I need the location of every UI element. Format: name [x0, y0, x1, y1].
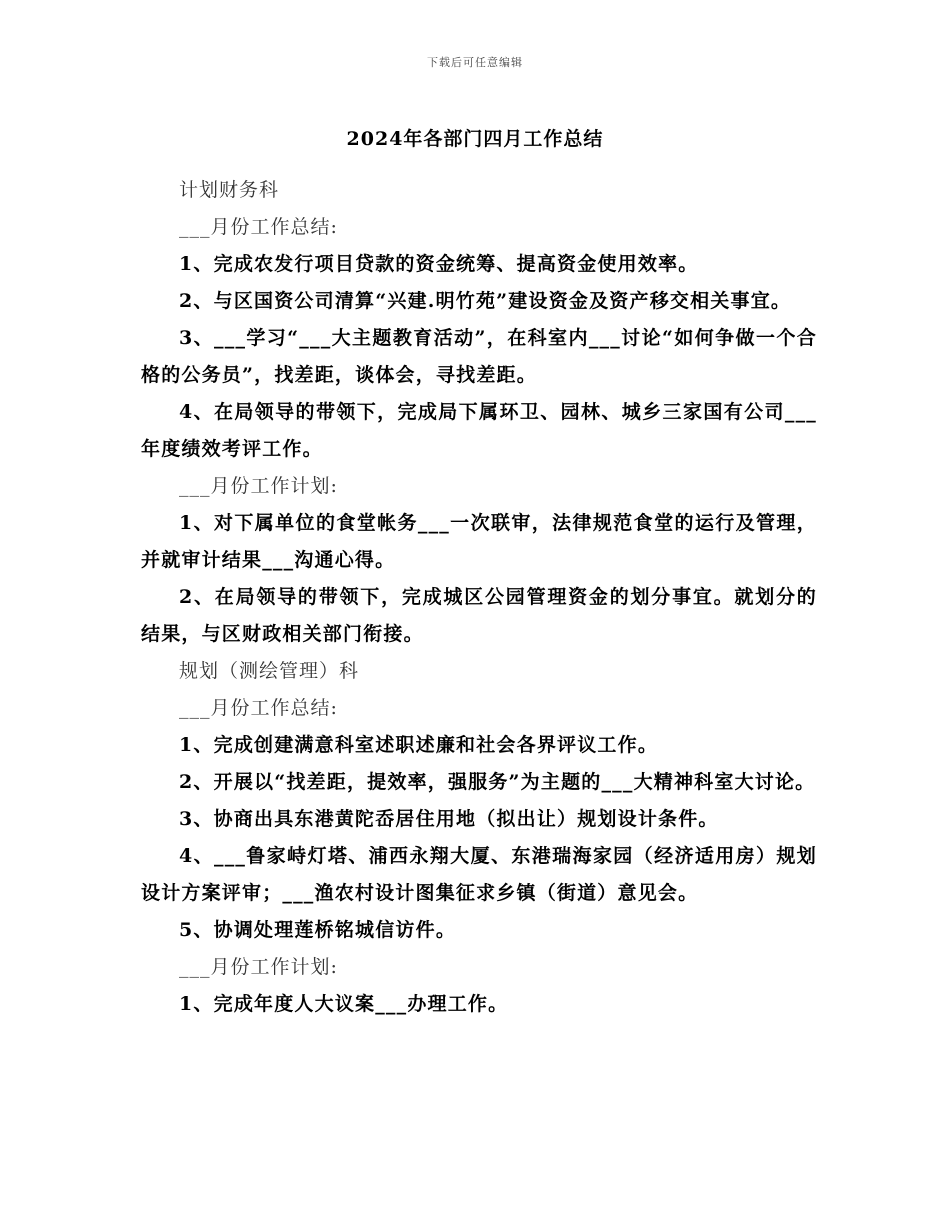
- paragraph: 1、完成年度人大议案___办理工作。: [179, 993, 509, 1015]
- paragraph: 3、___学习“___大主题教育活动”，在科室内___讨论“如何争做一个合格的公务员”，找差距，谈体会，寻找差距。: [141, 327, 817, 386]
- paragraph: 4、在局领导的带领下，完成局下属环卫、园林、城乡三家国有公司___年度绩效考评工作。: [141, 401, 817, 460]
- paragraph: 2、与区国资公司清算“兴建.明竹苑”建设资金及资产移交相关事宜。: [179, 290, 792, 312]
- paragraph: 2、开展以“找差距，提效率，强服务”为主题的___大精神科室大讨论。: [179, 771, 816, 793]
- paragraph: 计划财务科: [179, 179, 280, 201]
- paragraph: 2、在局领导的带领下，完成城区公园管理资金的划分事宜。就划分的结果，与区财政相关部门衔接。: [141, 586, 817, 645]
- paragraph: ___月份工作总结:: [179, 697, 338, 719]
- paragraph: 1、完成农发行项目贷款的资金统筹、提高资金使用效率。: [179, 253, 699, 275]
- paragraph: ___月份工作计划:: [179, 475, 338, 497]
- paragraph: 1、完成创建满意科室述职述廉和社会各界评议工作。: [179, 734, 659, 756]
- paragraph: ___月份工作计划:: [179, 956, 338, 978]
- paragraph: 1、对下属单位的食堂帐务___一次联审，法律规范食堂的运行及管理，并就审计结果___沟通心得。: [141, 512, 817, 571]
- paragraph: ___月份工作总结:: [179, 216, 338, 238]
- paragraph: 3、协商出具东港黄陀岙居住用地（拟出让）规划设计条件。: [179, 808, 719, 830]
- document-title: 2024年各部门四月工作总结: [346, 128, 604, 150]
- paragraph: 5、协调处理莲桥铭城信访件。: [179, 919, 457, 941]
- document-body: [141, 172, 817, 1023]
- header-note: 下载后可任意编辑: [427, 56, 523, 69]
- paragraph: 规划（测绘管理）科: [179, 660, 360, 682]
- paragraph: 4、___鲁家峙灯塔、浦西永翔大厦、东港瑞海家园（经济适用房）规划设计方案评审；___渔农村设计图集征求乡镇（街道）意见会。: [141, 845, 817, 904]
